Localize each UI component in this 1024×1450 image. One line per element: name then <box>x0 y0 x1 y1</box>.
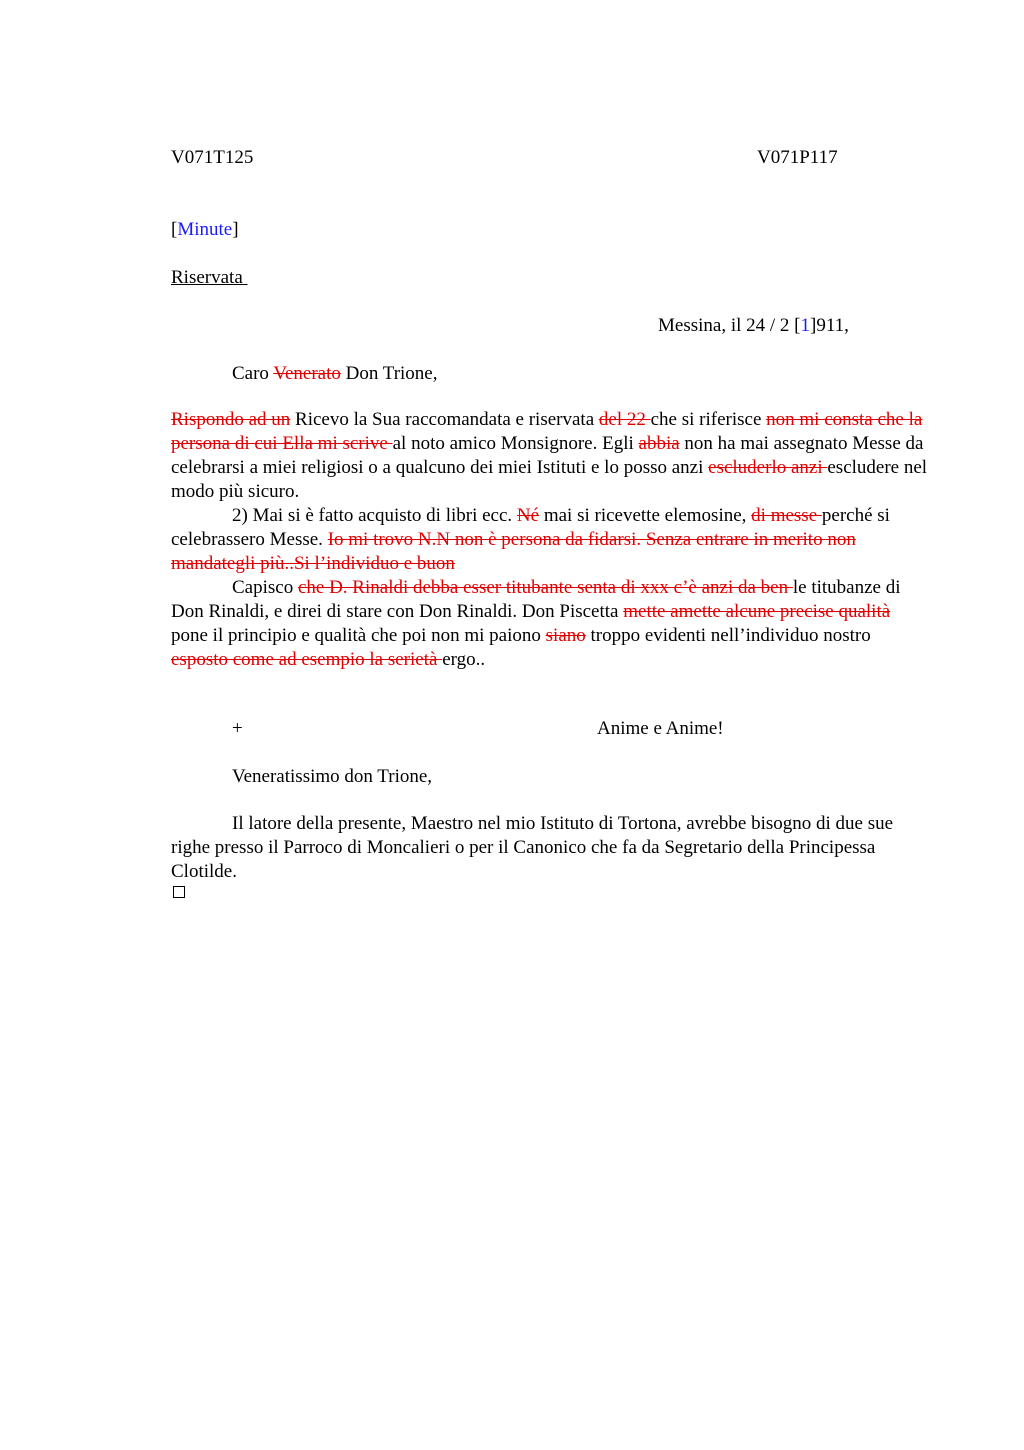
right-code: V071P117 <box>757 147 838 168</box>
deleted-text: non mi consta che la persona di cui Ella mi scrive <box>171 409 923 454</box>
deleted-text: esposto come ad esempio la serietà <box>171 649 443 670</box>
text-segment: che si riferisce <box>650 409 767 430</box>
letter-body <box>171 408 931 672</box>
deleted-text: Né <box>516 505 540 526</box>
text-segment: al noto amico Monsignore. Egli <box>392 433 639 454</box>
date-line: Messina, il 24 / 2 [1]911, <box>658 315 849 336</box>
text-segment: Ricevo la Sua raccomandata e riservata <box>290 409 599 430</box>
text-segment: troppo evidenti nell’individuo nostro <box>585 625 871 646</box>
second-paragraph: Il latore della presente, Maestro nel mio Istituto di Tortona, avrebbe bisogno di due sue righe presso il Parroco di Moncalieri o per il Canonico che fa da Segretario della Principessa Clotilde. <box>171 813 894 882</box>
deleted-text: di messe <box>751 505 822 526</box>
deleted-text: Rispondo ad un <box>171 409 291 430</box>
cross-symbol: + <box>232 718 243 739</box>
text-segment: perché si celebrassero Messe. <box>171 505 890 550</box>
paragraph-3 <box>171 576 931 672</box>
deleted-text: Io mi trovo N.N non è persona da fidarsi. Senza entrare in merito non mandategli più..Si l’individuo e buon <box>171 529 856 574</box>
text-segment: non ha mai assegnato Messe da celebrarsi a miei religiosi o a qualcuno dei miei Istituti e lo posso anzi <box>171 433 924 478</box>
paragraph-2 <box>171 504 931 576</box>
deleted-text: che D. Rinaldi debba esser titubante senta di xxx c’è anzi da ben <box>297 577 793 598</box>
deleted-text: abbia <box>638 433 680 454</box>
left-code: V071T125 <box>171 147 254 168</box>
text-segment: pone il principio e qualità che poi non mi paiono <box>171 625 546 646</box>
minute-link: Minute <box>177 219 233 240</box>
motto: Anime e Anime! <box>597 718 724 739</box>
text-segment: mai si ricevette elemosine, <box>539 505 752 526</box>
deleted-text: siano <box>545 625 586 646</box>
text-segment: ergo.. <box>442 649 486 670</box>
paragraph-1 <box>171 408 931 504</box>
riservata-heading: Riservata <box>171 267 243 288</box>
text-segment: escludere nel modo più sicuro. <box>171 457 928 502</box>
minute-label: [Minute] <box>171 219 239 240</box>
salutation-second: Veneratissimo don Trione, <box>232 766 433 787</box>
text-segment: Capisco <box>232 577 298 598</box>
text-segment: le titubanze di Don Rinaldi, e direi di stare con Don Rinaldi. Don Piscetta <box>171 577 901 622</box>
salutation-first: Caro Venerato Don Trione, <box>232 363 438 384</box>
checkbox-square-icon <box>173 886 185 898</box>
second-letter-body <box>171 812 931 884</box>
deleted-text: mette amette alcune precise qualità <box>623 601 891 622</box>
deleted-text: del 22 <box>598 409 651 430</box>
text-segment: 2) Mai si è fatto acquisto di libri ecc. <box>232 505 517 526</box>
deleted-text: escluderlo anzi <box>708 457 828 478</box>
